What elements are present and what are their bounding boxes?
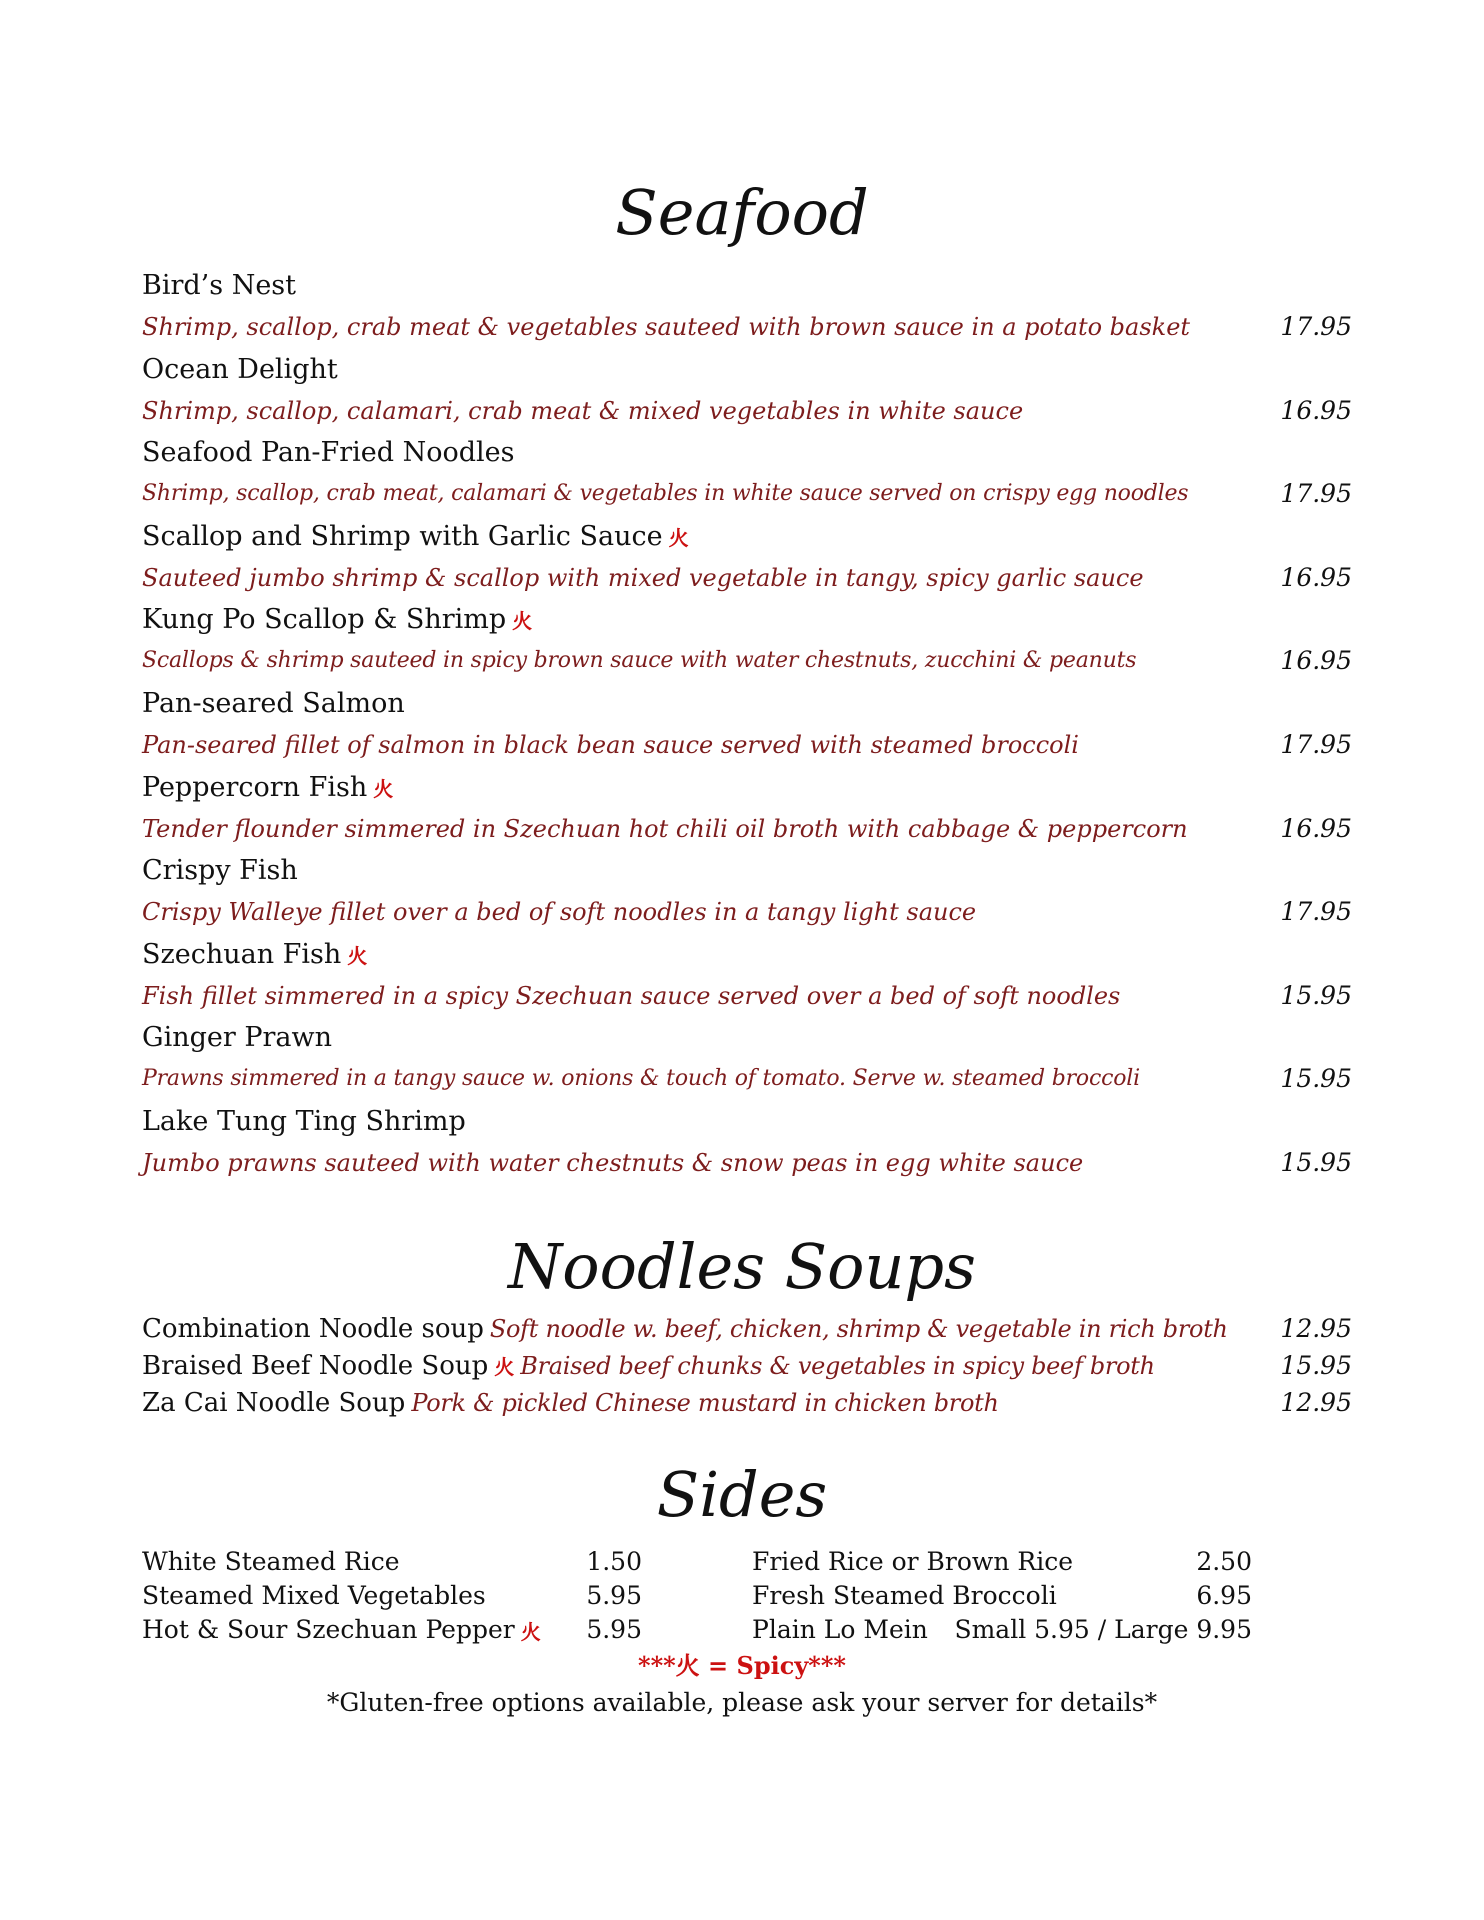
item-price: 16.95 [1280,814,1352,843]
item-name-text: Ginger Prawn [142,1022,333,1053]
soup-item [142,1310,1352,1348]
item-name [142,1018,332,1058]
side-name-text: Steamed Mixed Vegetables [142,1581,486,1610]
spicy-fire-icon: 火 [520,1619,541,1644]
item-price: 16.95 [1280,563,1352,592]
side-item [142,1579,642,1613]
soup-item [142,1384,1352,1422]
side-price: 1.50 [586,1547,642,1576]
seafood-heading: Seafood [615,176,869,249]
item-name-text: Szechuan Fish [142,939,342,970]
item-price: 12.95 [1280,1314,1352,1343]
item-name-text: Ocean Delight [142,354,338,385]
side-name [142,1545,400,1579]
item-name-text: Braised Beef Noodle Soup [142,1351,489,1381]
side-name [142,1579,486,1613]
item-description: Shrimp, scallop, calamari, crab meat & mixed vegetables in white sauce [142,397,1024,425]
spicy-fire-icon: 火 [347,943,368,968]
item-description: Sauteed jumbo shrimp & scallop with mixed vegetable in tangy, spicy garlic sauce [142,564,1144,592]
item-name [142,768,393,809]
item-description: Soft noodle w. beef, chicken, shrimp & vegetable in rich broth [489,1315,1228,1343]
side-name-text: Fresh Steamed Broccoli [752,1581,1057,1610]
item-name [142,600,532,641]
item-description: Jumbo prawns sauteed with water chestnuts & snow peas in egg white sauce [142,1149,1084,1177]
item-description: Fish fillet simmered in a spicy Szechuan sauce served over a bed of soft noodles [142,982,1121,1010]
item-name-text: Peppercorn Fish [142,772,368,803]
side-price: 6.95 [1196,1581,1252,1610]
spicy-fire-icon: 火 [494,1355,515,1379]
item-price: 17.95 [1280,312,1352,341]
side-price: 5.95 [586,1615,642,1644]
side-price: 5.95 [586,1581,642,1610]
soup-line [142,1347,1155,1386]
item-price: 15.95 [1280,1064,1352,1093]
item-name-text: Scallop and Shrimp with Garlic Sauce [142,521,663,552]
item-price: 16.95 [1280,646,1352,675]
noodle-soups-heading: Noodles Soups [508,1230,976,1303]
item-price: 17.95 [1280,897,1352,926]
soup-line [142,1384,999,1422]
sides-heading: Sides [656,1458,828,1531]
item-price: 12.95 [1280,1388,1352,1417]
item-price: 15.95 [1280,1351,1352,1380]
item-name-text: Crispy Fish [142,855,298,886]
item-name-text: Bird’s Nest [142,270,296,301]
item-name [142,350,338,390]
item-name-text: Lake Tung Ting Shrimp [142,1106,466,1137]
item-name [142,851,298,891]
item-price: 16.95 [1280,396,1352,425]
side-name-text: White Steamed Rice [142,1547,400,1576]
item-price: 15.95 [1280,981,1352,1010]
soup-line [142,1310,1228,1348]
side-name-text: Hot & Sour Szechuan Pepper [142,1615,515,1644]
item-price: 17.95 [1280,479,1352,508]
spicy-fire-icon: 火 [373,776,394,801]
item-description: Crispy Walleye fillet over a bed of soft noodles in a tangy light sauce [142,898,977,926]
side-name-text: Plain Lo Mein [752,1615,928,1644]
spicy-fire-icon: 火 [668,525,689,550]
side-item [752,1579,1252,1613]
side-name-text: Fried Rice or Brown Rice [752,1547,1073,1576]
item-name [142,266,296,306]
item-name [142,935,367,976]
item-price: 17.95 [1280,730,1352,759]
spicy-legend: ***火 = Spicy*** [638,1651,846,1680]
item-description: Pork & pickled Chinese mustard in chicken broth [411,1389,999,1417]
soup-item [142,1347,1352,1385]
item-name-text: Za Cai Noodle Soup [142,1388,406,1418]
side-name [142,1613,541,1649]
item-description: Shrimp, scallop, crab meat & vegetables sauteed with brown sauce in a potato basket [142,313,1191,341]
side-item [142,1613,642,1647]
side-price: 2.50 [1196,1547,1252,1576]
item-description: Prawns simmered in a tangy sauce w. onions & touch of tomato. Serve w. steamed broccoli [142,1066,1140,1091]
item-description: Scallops & shrimp sauteed in spicy brown sauce with water chestnuts, zucchini & peanuts [142,648,1137,673]
item-name [142,1102,466,1142]
item-name [142,684,405,724]
item-name [142,433,515,473]
side-item [142,1545,642,1579]
item-name-text: Kung Po Scallop & Shrimp [142,604,507,635]
item-description: Braised beef chunks & vegetables in spicy beef broth [520,1352,1155,1380]
item-description: Pan-seared fillet of salmon in black bean sauce served with steamed broccoli [142,731,1079,759]
item-description: Tender flounder simmered in Szechuan hot chili oil broth with cabbage & peppercorn [142,815,1188,843]
gluten-free-note: *Gluten-free options available, please ask your server for details* [326,1688,1158,1717]
item-name-text: Combination Noodle soup [142,1314,484,1344]
item-name [142,517,689,558]
item-name-text: Pan-seared Salmon [142,688,405,719]
side-price: Small 5.95 / Large 9.95 [954,1615,1252,1644]
item-price: 15.95 [1280,1148,1352,1177]
item-name-text: Seafood Pan-Fried Noodles [142,437,515,468]
side-item [752,1545,1252,1579]
item-description: Shrimp, scallop, crab meat, calamari & vegetables in white sauce served on crispy egg noodles [142,481,1189,506]
side-item [752,1613,1252,1647]
spicy-fire-icon: 火 [512,608,533,633]
